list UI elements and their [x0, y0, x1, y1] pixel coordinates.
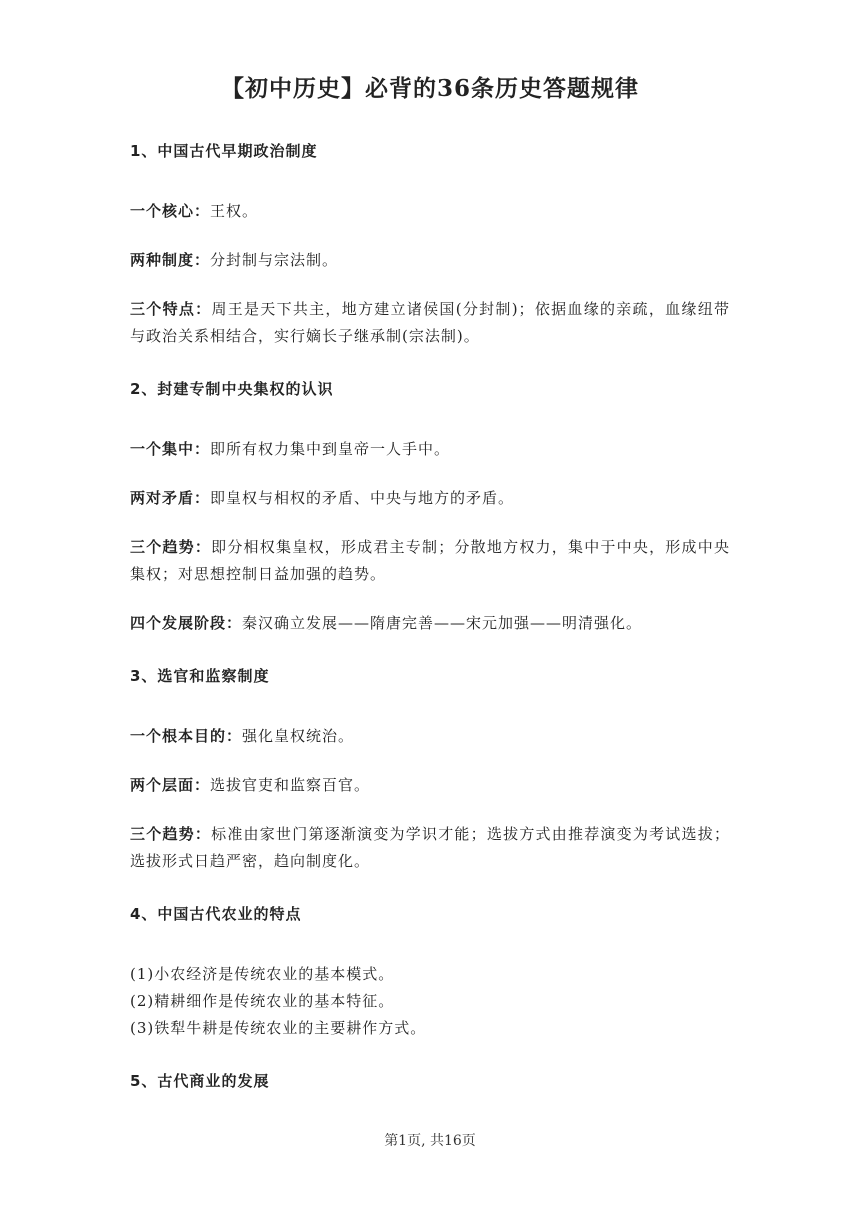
paragraph-text: 强化皇权统治。 — [242, 727, 355, 745]
paragraph — [130, 610, 730, 637]
paragraph-label: 四个发展阶段： — [130, 614, 243, 632]
section-heading: 5、古代商业的发展 — [130, 1072, 270, 1090]
section-heading: 2、封建专制中央集权的认识 — [130, 380, 334, 398]
paragraph-label: 一个集中： — [130, 440, 211, 458]
paragraph-label: 一个根本目的： — [130, 727, 243, 745]
page-footer: 第1页, 共16页 — [384, 1133, 476, 1149]
list-item: (2)精耕细作是传统农业的基本特征。 — [130, 992, 395, 1010]
paragraph-text: 王权。 — [210, 202, 259, 220]
paragraph-text: 周王是天下共主，地方建立诸侯国(分封制)；依据血缘的亲疏，血缘纽带与政治关系相结合，实行嫡长子继承制(宗法制)。 — [130, 300, 730, 345]
paragraph-label: 两对矛盾： — [130, 489, 211, 507]
paragraph-text: 标准由家世门第逐渐演变为学识才能；选拔方式由推荐演变为考试选拔；选拔形式日趋严密，趋向制度化。 — [130, 825, 730, 870]
paragraph — [130, 772, 730, 799]
paragraph — [130, 296, 730, 350]
paragraph-text: 分封制与宗法制。 — [210, 251, 339, 269]
section-heading: 1、中国古代早期政治制度 — [130, 142, 318, 160]
document-body — [130, 138, 730, 1094]
paragraph-label: 两个层面： — [130, 776, 211, 794]
paragraph — [130, 723, 730, 750]
paragraph-label: 一个核心： — [130, 202, 211, 220]
paragraph-label: 三个趋势： — [130, 825, 212, 843]
paragraph-text: 即所有权力集中到皇帝一人手中。 — [210, 440, 451, 458]
paragraph-text: 秦汉确立发展——隋唐完善——宋元加强——明清强化。 — [242, 614, 643, 632]
paragraph — [130, 198, 730, 225]
paragraph-label: 三个趋势： — [130, 538, 212, 556]
paragraph-label: 两种制度： — [130, 251, 211, 269]
paragraph-text: 即分相权集皇权，形成君主专制；分散地方权力，集中于中央，形成中央集权；对思想控制日益加强的趋势。 — [130, 538, 730, 583]
paragraph — [130, 247, 730, 274]
section-heading: 3、选官和监察制度 — [130, 667, 270, 685]
paragraph-text: 即皇权与相权的矛盾、中央与地方的矛盾。 — [210, 489, 515, 507]
paragraph-text: 选拔官吏和监察百官。 — [210, 776, 371, 794]
page-title: 【初中历史】必背的36条历史答题规律 — [220, 75, 639, 102]
paragraph — [130, 821, 730, 875]
list-item: (1)小农经济是传统农业的基本模式。 — [130, 965, 395, 983]
paragraph — [130, 485, 730, 512]
paragraph-label: 三个特点： — [130, 300, 212, 318]
paragraph — [130, 534, 730, 588]
list-item: (3)铁犁牛耕是传统农业的主要耕作方式。 — [130, 1019, 427, 1037]
paragraph — [130, 436, 730, 463]
section-heading: 4、中国古代农业的特点 — [130, 905, 302, 923]
